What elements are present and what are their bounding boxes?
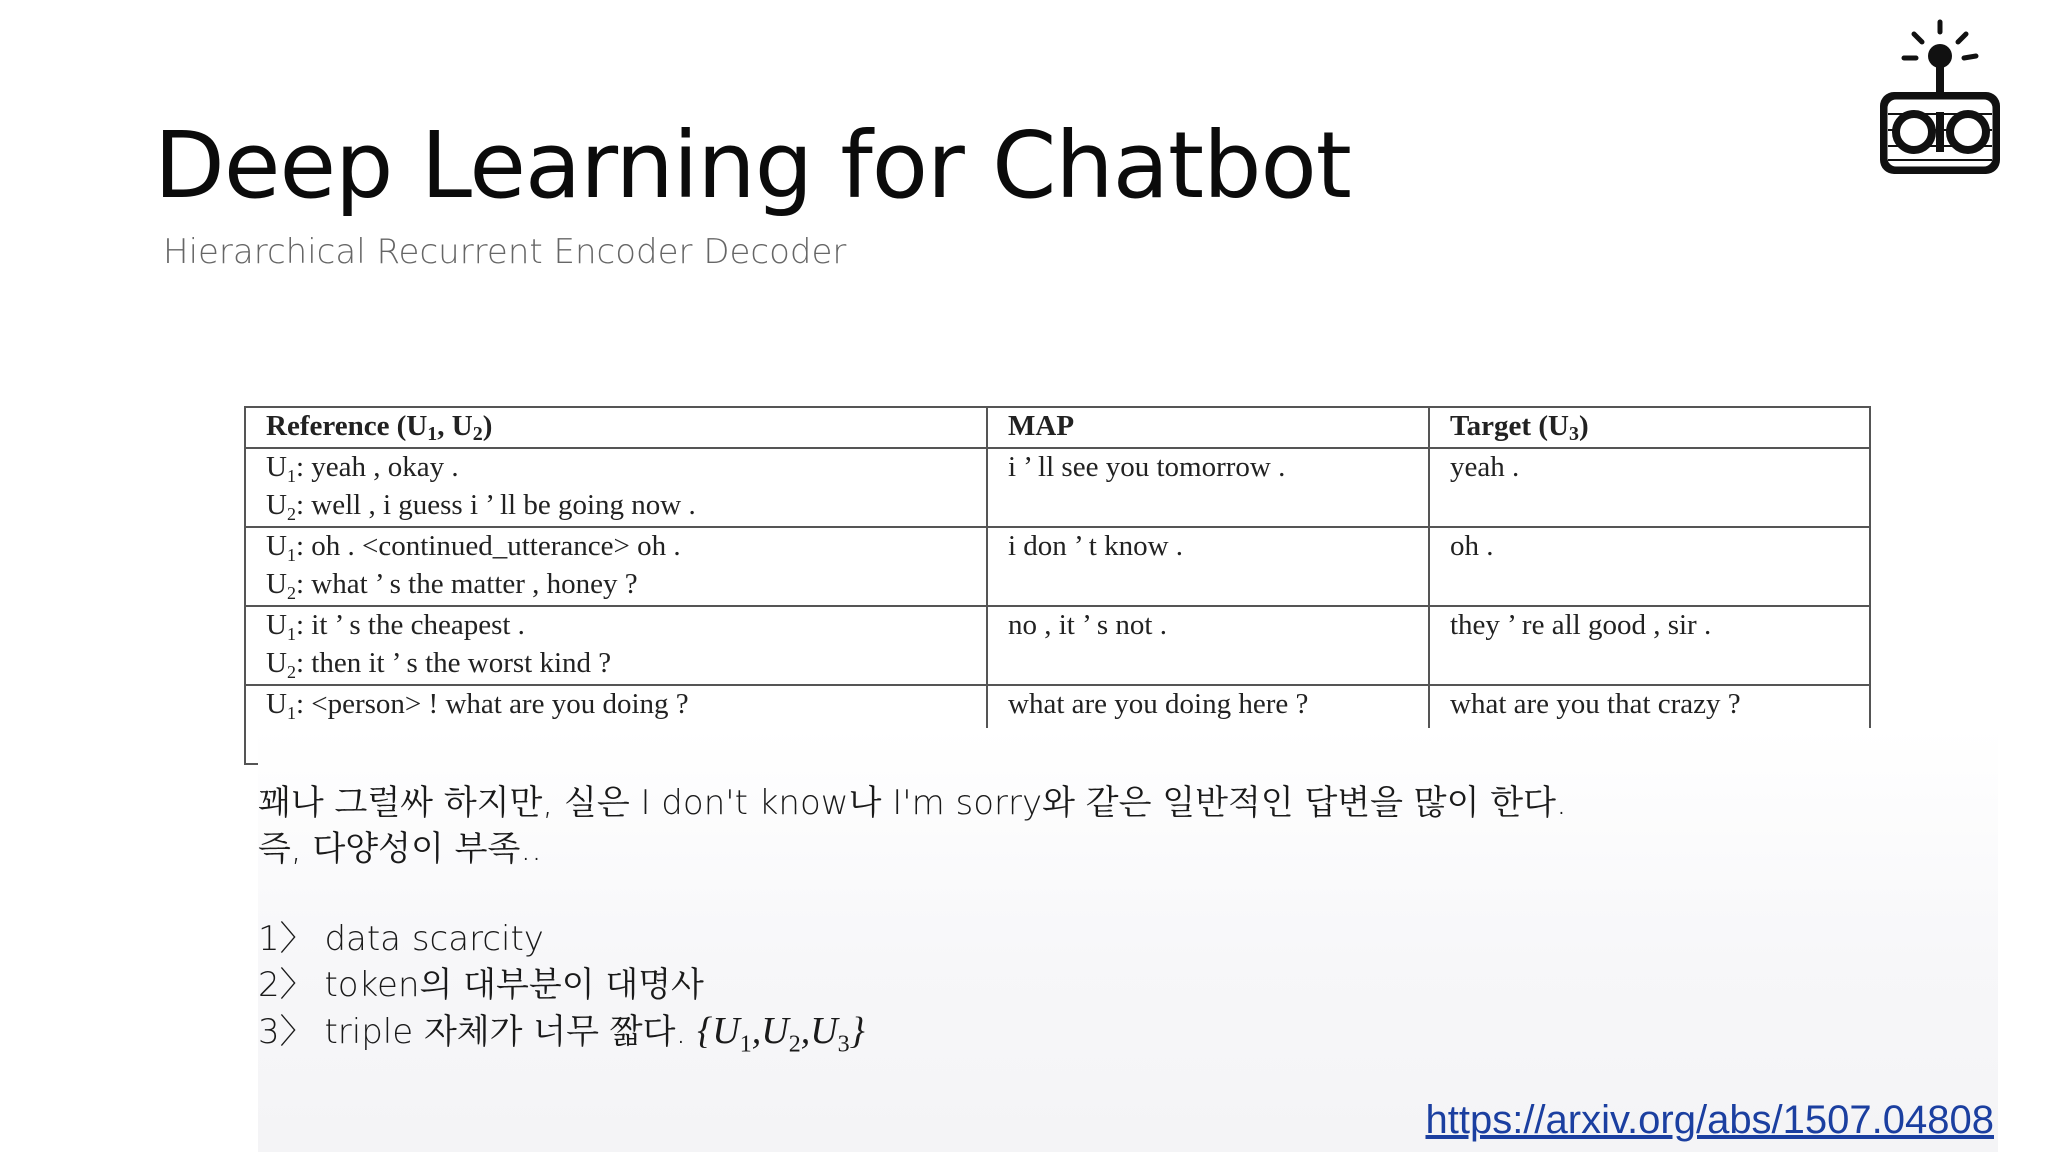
notes-item: 3〉 triple 자체가 너무 짧다. $\{U_1,U_2,U_3\}$ xyxy=(258,1010,865,1058)
map-cell: no , it ’ s not . xyxy=(987,606,1429,685)
robot-face-logo-icon xyxy=(1870,14,2010,184)
table-row xyxy=(245,527,1870,606)
table-row xyxy=(245,606,1870,685)
map-cell: i ’ ll see you tomorrow . xyxy=(987,448,1429,527)
target-cell: they ’ re all good , sir . xyxy=(1429,606,1870,685)
target-cell: what are you that crazy ? xyxy=(1429,685,1870,764)
notes-block xyxy=(258,780,1567,1058)
utterance-set-math: $\{U_1,U_2,U_3\}$ xyxy=(697,1010,865,1058)
slide-title: Deep Learning for Chatbot xyxy=(154,112,1351,219)
arxiv-link[interactable]: https://arxiv.org/abs/1507.04808 xyxy=(1425,1098,1994,1142)
notes-item: 2〉 token의 대부분이 대명사 xyxy=(258,965,704,1005)
map-cell: what are you doing here ? xyxy=(987,685,1429,764)
reference-cell: $U_1$: oh . <continued_utterance> oh . $U_2$: what ’ s the matter , honey ? xyxy=(245,527,987,606)
header-map: MAP xyxy=(987,407,1429,448)
results-table xyxy=(244,406,1871,765)
target-cell: oh . xyxy=(1429,527,1870,606)
map-cell: i don ’ t know . xyxy=(987,527,1429,606)
header-reference: Reference (U1, U2) xyxy=(245,407,987,448)
reference-cell: $U_1$: <person> ! what are you doing ? xyxy=(245,685,987,764)
slide-subtitle: Hierarchical Recurrent Encoder Decoder xyxy=(163,232,847,272)
table-header-row xyxy=(245,407,1870,448)
header-target: Target (U3) xyxy=(1429,407,1870,448)
target-cell: yeah . xyxy=(1429,448,1870,527)
table-row xyxy=(245,448,1870,527)
notes-line: 꽤나 그럴싸 하지만, 실은 I don't know나 I'm sorry와 같은 일반적인 답변을 많이 한다. xyxy=(258,783,1567,823)
notes-line: 즉, 다양성이 부족.. xyxy=(258,829,542,869)
notes-item: 1〉 data scarcity xyxy=(258,919,544,959)
reference-cell: $U_1$: it ’ s the cheapest . $U_2$: then it ’ s the worst kind ? xyxy=(245,606,987,685)
reference-cell: $U_1$: yeah , okay . $U_2$: well , i guess i ’ ll be going now . xyxy=(245,448,987,527)
